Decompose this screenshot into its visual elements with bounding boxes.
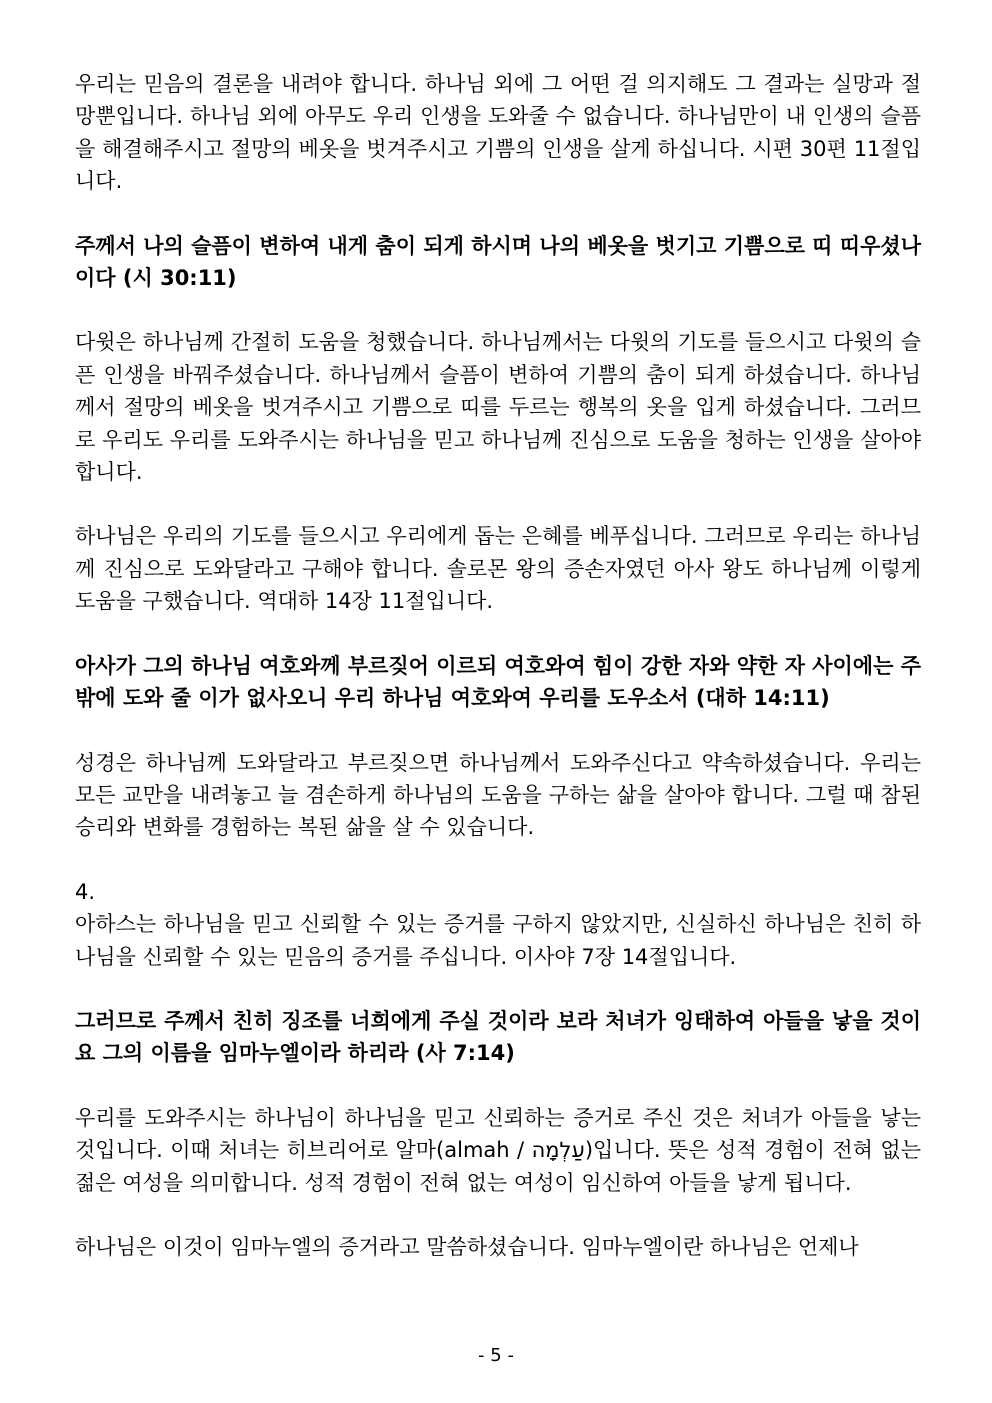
scripture-quote-isa-7-14: 그러므로 주께서 친히 징조를 너희에게 주실 것이라 보라 처녀가 잉태하여 아들을 낳을 것이요 그의 이름을 임마누엘이라 하리라 (사 7:14) (75, 1008, 921, 1066)
body-paragraph: 하나님은 우리의 기도를 들으시고 우리에게 돕는 은혜를 베푸십니다. 그러므로 우리는 하나님께 진심으로 도와달라고 구해야 합니다. 솔로몬 왕의 증손자였던 아사 왕도 하나님께 이렇게 도움을 구했습니다. 역대하 14장 11절입니다. (75, 524, 921, 614)
body-paragraph: 우리를 도와주시는 하나님이 하나님을 믿고 신뢰하는 증거로 주신 것은 처녀가 아들을 낳는 것입니다. 이때 처녀는 히브리어로 알마(almah / עַלְמָה)입니다. 뜻은 성적 경험이 전혀 없는 젊은 여성을 의미합니다. 성적 경험이 전혀 없는 여성이 임신하여 아들을 낳게 됩니다. (75, 1105, 921, 1195)
page-body (75, 68, 921, 1295)
scripture-quote-2chr-14-11: 아사가 그의 하나님 여호와께 부르짖어 이르되 여호와여 힘이 강한 자와 약한 자 사이에는 주밖에 도와 줄 이가 없사오니 우리 하나님 여호와여 우리를 도우소서 (대하 14:11) (75, 653, 921, 711)
scripture-quote-ps-30-11: 주께서 나의 슬픔이 변하여 내게 춤이 되게 하시며 나의 베옷을 벗기고 기쁨으로 띠 띠우셨나이다 (시 30:11) (75, 233, 921, 291)
body-paragraph: 우리는 믿음의 결론을 내려야 합니다. 하나님 외에 그 어떤 걸 의지해도 그 결과는 실망과 절망뿐입니다. 하나님 외에 아무도 우리 인생을 도와줄 수 없습니다. 하나님만이 내 인생의 슬픔을 해결해주시고 절망의 베옷을 벗겨주시고 기쁨의 인생을 살게 하십니다. 시편 30편 11절입니다. (75, 72, 921, 194)
section-number-4: 4. (75, 879, 96, 904)
body-paragraph: 아하스는 하나님을 믿고 신뢰할 수 있는 증거를 구하지 않았지만, 신실하신 하나님은 친히 하나님을 신뢰할 수 있는 믿음의 증거를 주십니다. 이사야 7장 14절입니다. (75, 912, 921, 969)
body-paragraph: 성경은 하나님께 도와달라고 부르짖으면 하나님께서 도와주신다고 약속하셨습니다. 우리는 모든 교만을 내려놓고 늘 겸손하게 하나님의 도움을 구하는 삶을 살아야 합니다. 그럴 때 참된 승리와 변화를 경험하는 복된 삶을 살 수 있습니다. (75, 750, 921, 840)
page-number: - 5 - (478, 1345, 514, 1366)
body-paragraph: 하나님은 이것이 임마누엘의 증거라고 말씀하셨습니다. 임마누엘이란 하나님은 언제나 (75, 1234, 859, 1259)
body-paragraph: 다윗은 하나님께 간절히 도움을 청했습니다. 하나님께서는 다윗의 기도를 들으시고 다윗의 슬픈 인생을 바꿔주셨습니다. 하나님께서 슬픔이 변하여 기쁨의 춤이 되게 하셨습니다. 하나님께서 절망의 베옷을 벗겨주시고 기쁨으로 띠를 두르는 행복의 옷을 입게 하셨습니다. 그러므로 우리도 우리를 도와주시는 하나님을 믿고 하나님께 진심으로 도움을 청하는 인생을 살아야 합니다. (75, 330, 921, 485)
